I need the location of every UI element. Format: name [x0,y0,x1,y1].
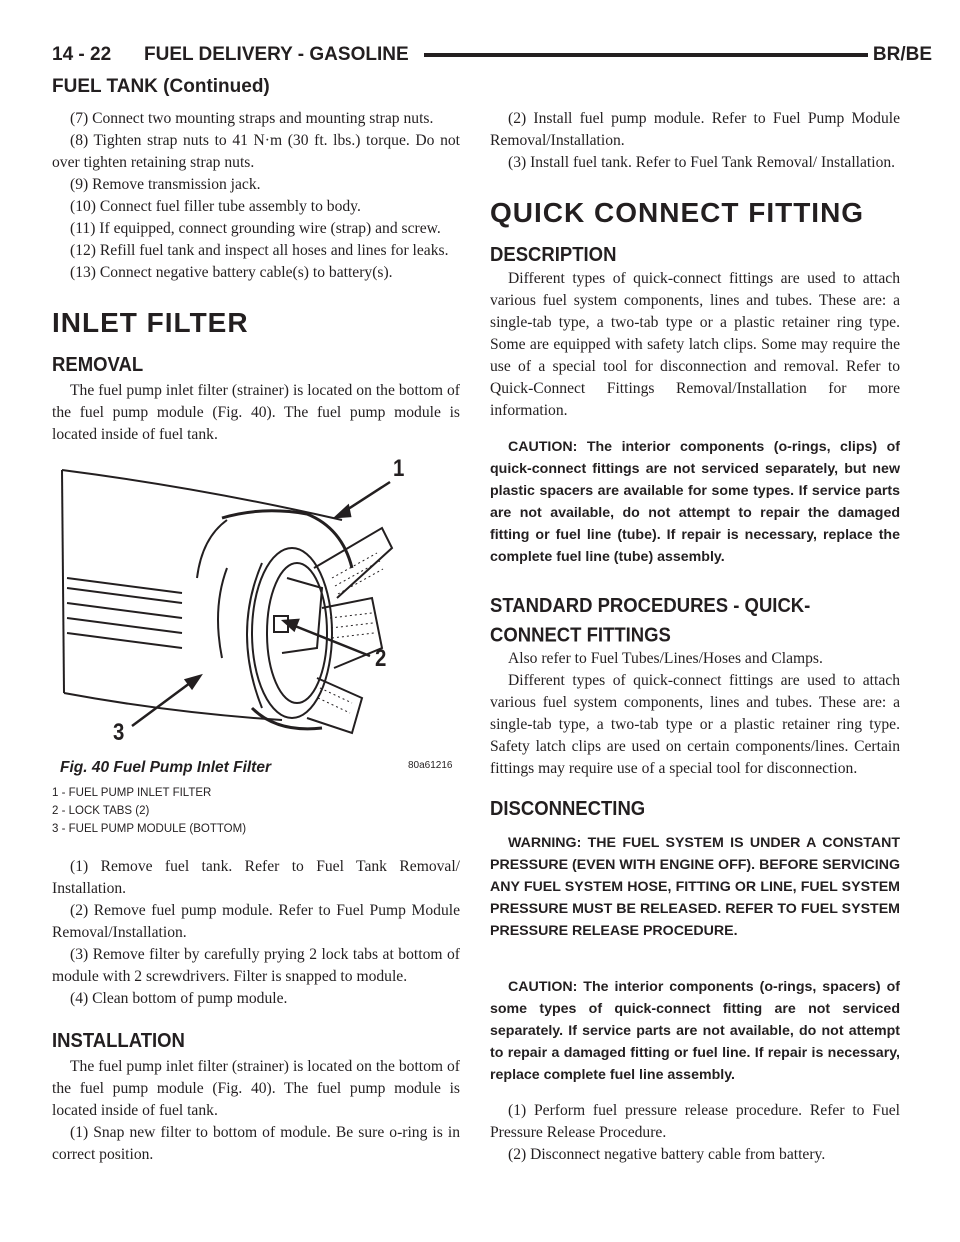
step: (7) Connect two mounting straps and mounting strap nuts. [70,110,434,127]
step: (2) Disconnect negative battery cable from battery. [508,1146,826,1163]
description-text: Different types of quick-connect fittings are used to attach various fuel system components, lines and tubes. These are: a single-tab type, a two-tab type or a plastic retainer ring type. Some are equipped with safety latch clips. Some may require the use of a special tool for disconnection and removal. Refer to Quick-Connect Fittings Removal/Installation for more information. [490,270,900,419]
step: (12) Refill fuel tank and inspect all hoses and lines for leaks. [70,242,449,259]
description-heading: DESCRIPTION [490,242,617,266]
quick-connect-heading: QUICK CONNECT FITTING [490,197,865,228]
callout-3: 3 [113,719,125,746]
continued-heading: FUEL TANK (Continued) [52,76,270,97]
model-code: BR/BE [872,44,932,65]
step: (2) Remove fuel pump module. Refer to Fuel Pump Module Removal/Installation. [52,902,460,941]
figure-code: 80a61216 [408,760,453,771]
standard-procedures-heading: STANDARD PROCEDURES - QUICK-CONNECT FITTINGS [490,593,811,647]
page-header [52,44,932,70]
step: (3) Install fuel tank. Refer to Fuel Tank Removal/ Installation. [508,154,896,171]
inlet-filter-heading: INLET FILTER [52,307,249,338]
figure-40 [52,455,460,838]
step: (3) Remove filter by carefully prying 2 lock tabs at bottom of module with 2 screwdrivers. Filter is snapped to module. [52,946,460,985]
paragraph: Different types of quick-connect fittings are used to attach various fuel system components, lines and tubes. These are: a single-tab type, a two-tab type or a plastic retainer ring type. Safety latch clips are used on certain components/lines. Certain fittings may require use of a special tool for disconnection. [490,672,900,777]
step: (8) Tighten strap nuts to 41 N·m (30 ft. lbs.) torque. Do not over tighten retaining strap nuts. [52,132,460,171]
callout-2: 2 [375,645,387,672]
fuel-pump-illustration [52,455,460,758]
legend-item: 2 - LOCK TABS (2) [52,805,150,817]
right-column [490,108,900,1166]
step: (10) Connect fuel filler tube assembly to body. [70,198,361,215]
step: (1) Perform fuel pressure release procedure. Refer to Fuel Pressure Release Procedure. [490,1102,900,1141]
step: (11) If equipped, connect grounding wire (strap) and screw. [70,220,441,237]
step: (1) Remove fuel tank. Refer to Fuel Tank Removal/ Installation. [52,858,460,897]
installation-intro: The fuel pump inlet filter (strainer) is located on the bottom of the fuel pump module (Fig. 40). The fuel pump module is located inside of fuel tank. [52,1058,460,1119]
disconnecting-heading: DISCONNECTING [490,796,646,820]
removal-intro: The fuel pump inlet filter (strainer) is located on the bottom of the fuel pump module (Fig. 40). The fuel pump module is located inside of fuel tank. [52,382,460,443]
step: (4) Clean bottom of pump module. [70,990,288,1007]
step: (1) Snap new filter to bottom of module. Be sure o-ring is in correct position. [52,1124,460,1163]
caution-note: CAUTION: The interior components (o-rings, spacers) of some types of quick-connect fitting are not serviced separately. If service parts are not available, do not attempt to repair a damaged fitting or fuel line. If repair is necessary, replace complete fuel line assembly. [490,979,900,1083]
left-column [52,108,460,1166]
removal-heading: REMOVAL [52,352,144,376]
section-title: FUEL DELIVERY - GASOLINE [144,44,409,65]
step: (9) Remove transmission jack. [70,176,261,193]
legend-item: 3 - FUEL PUMP MODULE (BOTTOM) [52,823,247,835]
page-number: 14 - 22 [52,44,112,65]
paragraph: Also refer to Fuel Tubes/Lines/Hoses and Clamps. [508,650,823,667]
header-rule [424,53,868,57]
step: (13) Connect negative battery cable(s) to battery(s). [70,264,393,281]
warning-note: WARNING: THE FUEL SYSTEM IS UNDER A CONSTANT PRESSURE (EVEN WITH ENGINE OFF). BEFORE SERVICING ANY FUEL SYSTEM HOSE, FITTING OR LINE, FUEL SYSTEM PRESSURE MUST BE RELEASED. REFER TO FUEL SYSTEM PRESSURE RELEASE PROCEDURE. [490,835,900,939]
caution-note: CAUTION: The interior components (o-rings, clips) of quick-connect fittings are not serviced separately, but new plastic spacers are available for some types. If service parts are not available, do not attempt to repair the damaged fitting or fuel line (tube). If repair is necessary, replace the complete fuel line (tube) assembly. [490,439,900,565]
installation-heading: INSTALLATION [52,1028,185,1052]
legend-item: 1 - FUEL PUMP INLET FILTER [52,787,212,799]
step: (2) Install fuel pump module. Refer to Fuel Pump Module Removal/Installation. [490,110,900,149]
figure-caption: Fig. 40 Fuel Pump Inlet Filter [60,759,271,776]
callout-1: 1 [393,455,405,482]
